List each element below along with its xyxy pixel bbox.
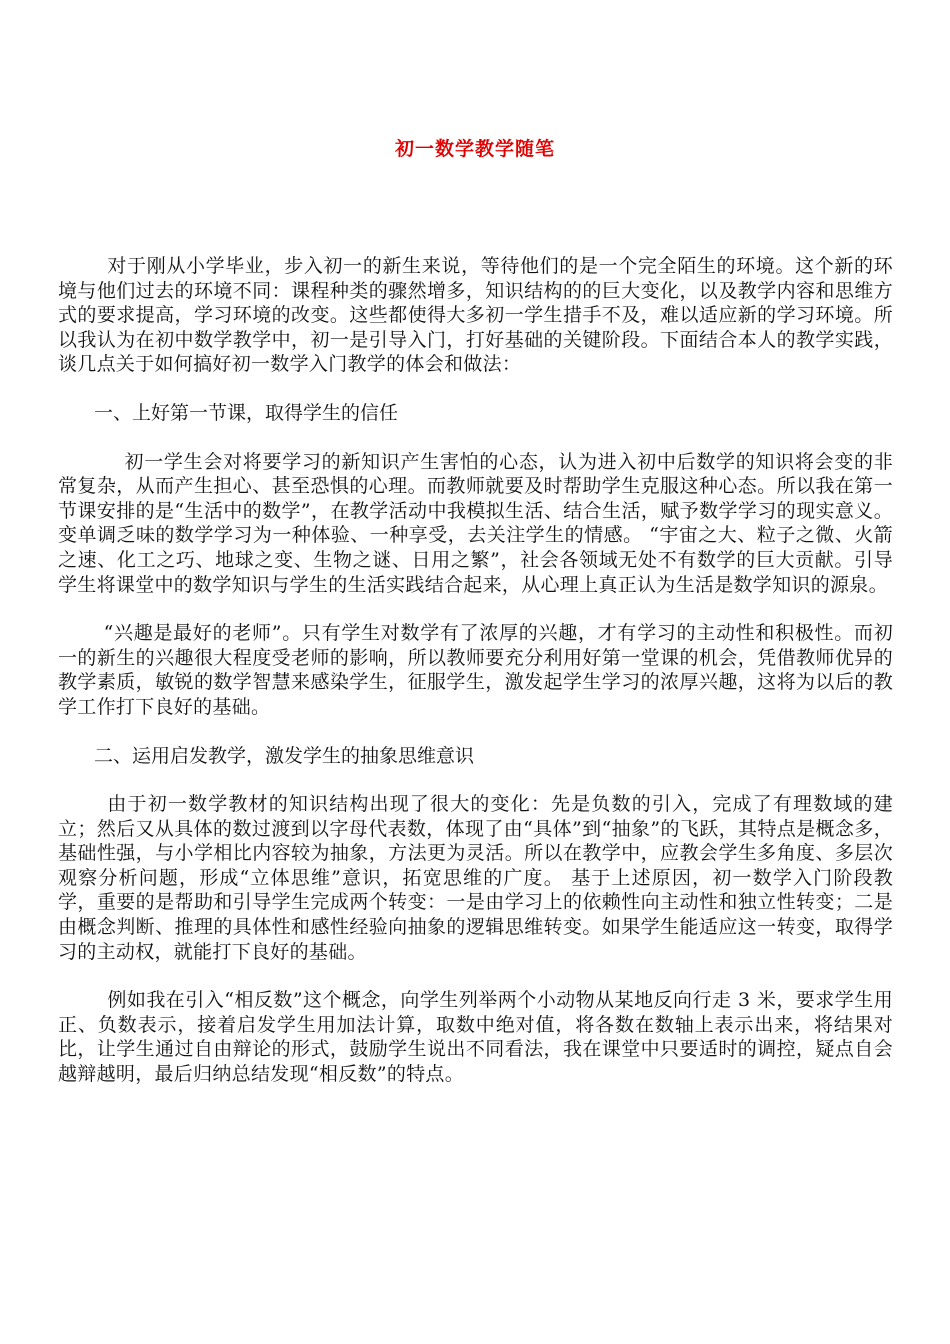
paragraph-section1-a: 初一学生会对将要学习的新知识产生害怕的心态，认为进入初中后数学的知识将会变的非常复杂，从而产生担心、甚至恐惧的心理。而教师就要及时帮助学生克服这种心态。所以我在第一节课安排的是“生活中的数学”，在教学活动中我模拟生活、结合生活，赋予数学学习的现实意义。变单调乏味的数学学习为一种体验、一种享受，去关注学生的情感。 “宇宙之大、粒子之微、火箭之速、化工之巧、地球之变、生物之谜、日用之繁”，社会各领域无处不有数学的巨大贡献。引导学生将课堂中的数学知识与学生的生活实践结合起来，从心理上真正认为生活是数学知识的源泉。 [58,450,893,596]
section-heading-1: 一、上好第一节课，取得学生的信任 [94,401,399,424]
paragraph-section1-b: “兴趣是最好的老师”。只有学生对数学有了浓厚的兴趣，才有学习的主动性和积极性。而初一的新生的兴趣很大程度受老师的影响，所以教师要充分利用好第一堂课的机会，凭借教师优异的教学素质，敏锐的数学智慧来感染学生，征服学生，激发起学生学习的浓厚兴趣，这将为以后的教学工作打下良好的基础。 [58,622,893,718]
document-body [58,254,893,1111]
paragraph-section2-b: 例如我在引入“相反数”这个概念，向学生列举两个小动物从某地反向行走 3 米，要求学生用正、负数表示，接着启发学生用加法计算，取数中绝对值，将各数在数轴上表示出来，将结果对比，让学生通过自由辩论的形式，鼓励学生说出不同看法，我在课堂中只要适时的调控，疑点自会越辩越明，最后归纳总结发现“相反数”的特点。 [58,989,893,1086]
paragraph-section2-a: 由于初一数学教材的知识结构出现了很大的变化：先是负数的引入，完成了有理数域的建立；然后又从具体的数过渡到以字母代表数，体现了由“具体”到“抽象”的飞跃，其特点是概念多，基础性强，与小学相比内容较为抽象，方法更为灵活。所以在教学中，应教会学生多角度、多层次观察分析问题，形成“立体思维”意识，拓宽思维的广度。 基于上述原因，初一数学入门阶段教学，重要的是帮助和引导学生完成两个转变：一是由学习上的依赖性向主动性和独立性转变；二是由概念判断、推理的具体性和感性经验向抽象的逻辑思维转变。如果学生能适应这一转变，取得学习的主动权，就能打下良好的基础。 [58,793,893,963]
paragraph-intro: 对于刚从小学毕业，步入初一的新生来说，等待他们的是一个完全陌生的环境。这个新的环境与他们过去的环境不同：课程种类的骤然增多，知识结构的的巨大变化，以及教学内容和思维方式的要求提高，学习环境的改变。这些都使得大多初一学生措手不及，难以适应新的学习环境。所以我认为在初中数学教学中，初一是引导入门，打好基础的关键阶段。下面结合本人的教学实践，谈几点关于如何搞好初一数学入门教学的体会和做法： [58,255,893,376]
section-heading-2: 二、运用启发教学，激发学生的抽象思维意识 [94,744,475,767]
document-title: 初一数学教学随笔 [394,138,555,160]
